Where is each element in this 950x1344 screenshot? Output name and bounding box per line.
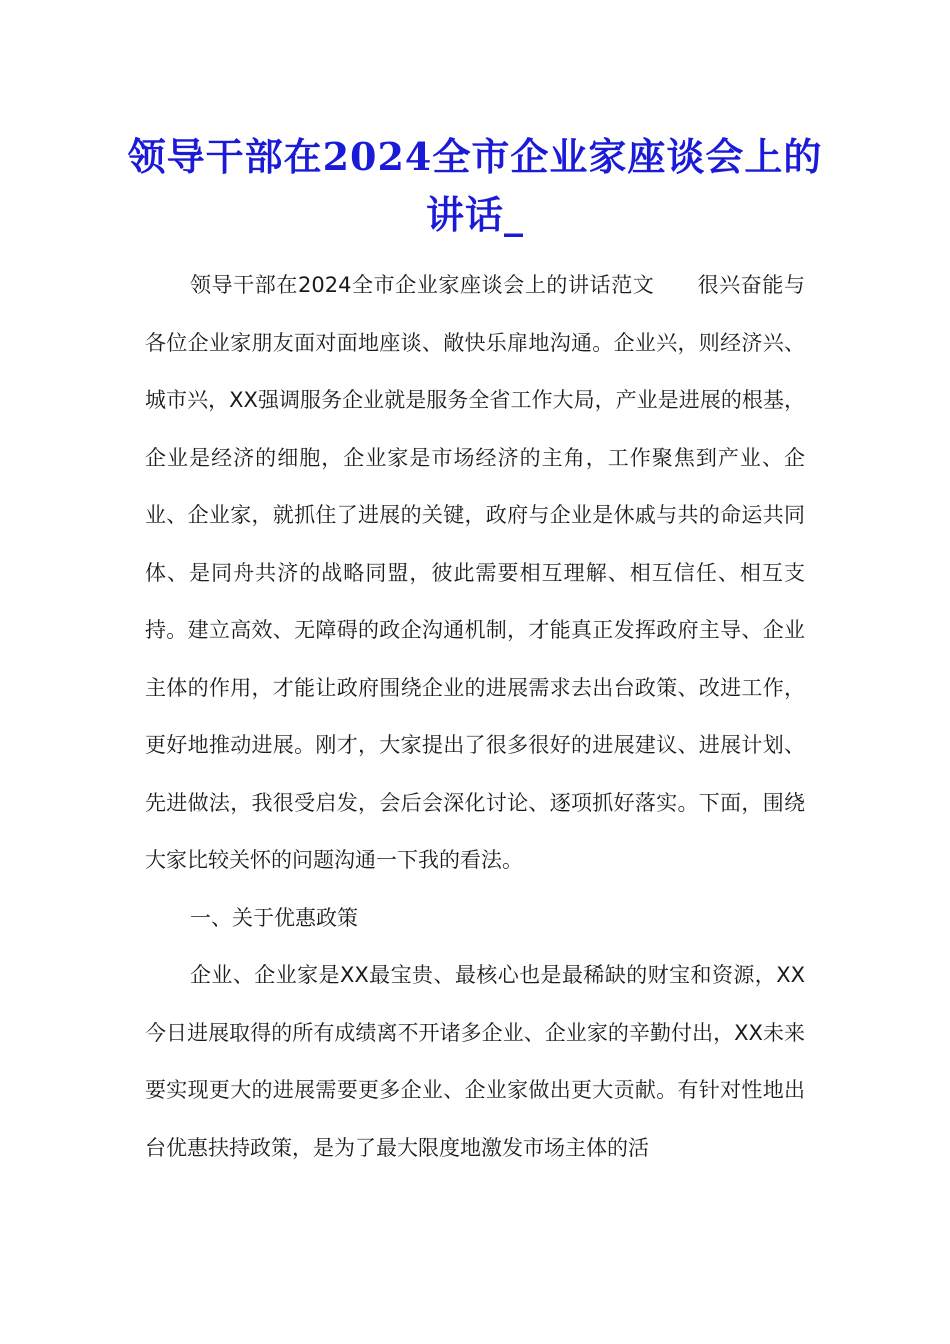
section-heading: 一、关于优惠政策 bbox=[190, 905, 358, 930]
paragraph-policy: 企业、企业家是XX最宝贵、最核心也是最稀缺的财宝和资源，XX今日进展取得的所有成绩离不开诸多企业、企业家的辛勤付出，XX未来要实现更大的进展需要更多企业、企业家做出更大贡献。有针对性地出台优惠扶持政策，是为了最大限度地激发市场主体的活 bbox=[145, 963, 805, 1160]
document-title: 领导干部在2024全市企业家座谈会上的讲话_ bbox=[127, 134, 823, 237]
document-body bbox=[145, 257, 805, 1177]
paragraph-intro: 领导干部在2024全市企业家座谈会上的讲话范文 很兴奋能与各位企业家朋友面对面地座谈、敞快乐扉地沟通。企业兴，则经济兴、城市兴，XX强调服务企业就是服务全省工作大局，产业是进展的根基，企业是经济的细胞，企业家是市场经济的主角，工作聚焦到产业、企业、企业家，就抓住了进展的关键，政府与企业是休戚与共的命运共同体、是同舟共济的战略同盟，彼此需要相互理解、相互信任、相互支持。建立高效、无障碍的政企沟通机制，才能真正发挥政府主导、企业主体的作用，才能让政府围绕企业的进展需求去出台政策、改进工作，更好地推动进展。刚才，大家提出了很多很好的进展建议、进展计划、先进做法，我很受启发，会后会深化讨论、逐项抓好落实。下面，围绕大家比较关怀的问题沟通一下我的看法。 bbox=[145, 273, 805, 872]
